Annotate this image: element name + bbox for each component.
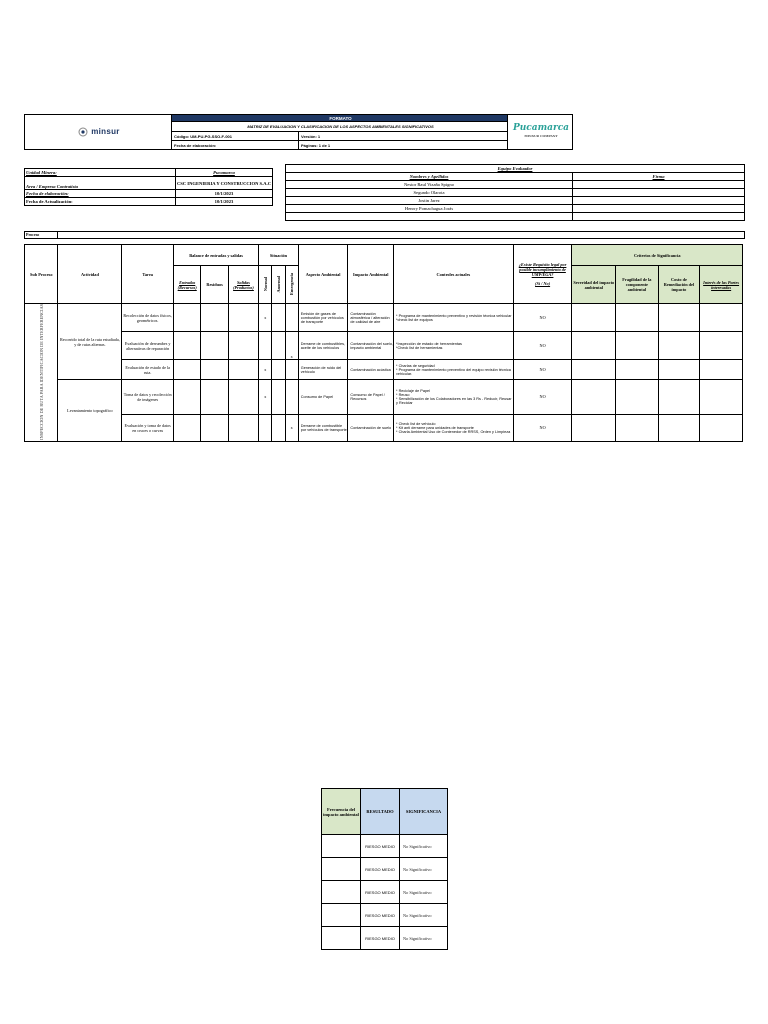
col-result: RESULTADO [361, 789, 400, 835]
impact-cell: Contaminación acústica [348, 360, 394, 380]
significance-cell: No Significativo [400, 927, 448, 950]
emergency-mark: x [285, 414, 298, 441]
table-row [25, 332, 743, 360]
legal-requirement-sub: (Si / No) [535, 281, 551, 286]
pucamarca-logo-text: Pucamarca [512, 123, 570, 133]
col-outputs: Salidas (Productos) [228, 266, 258, 304]
table-row [322, 835, 448, 858]
col-frequency: Frecuencia del impacto ambiental [322, 789, 361, 835]
table-row [25, 360, 743, 380]
document-title: MATRIZ DE EVALUACION Y CLASIFICACION DE LOS ASPECTOS AMBIENTALES SIGNIFICATIVOS [172, 122, 508, 132]
normal-mark: x [259, 304, 272, 332]
col-stakeholder-interest: Interés de las Partes interesadas [700, 266, 743, 304]
minsur-logo-icon [78, 127, 88, 137]
team-member: Jostin Jarez [286, 197, 573, 205]
controls-cell: * Charlas de seguridad * Programa de mantenimiento preventivo del equipo revisión técnica vehicular. [394, 360, 514, 380]
col-inputs: Entradas (Recursos) [174, 266, 201, 304]
result-cell: RIESGO MEDIO [361, 858, 400, 881]
process-row [24, 231, 745, 239]
signature-cell [573, 213, 745, 221]
col-emergency-label: Emergencia [289, 273, 295, 295]
aspect-cell: Emisión de gases de combustión por vehículos de transporte [298, 304, 348, 332]
col-normal-label: Normal [262, 276, 268, 292]
col-significance: SIGNIFICANCIA [400, 789, 448, 835]
legal-requirement-cell: NO [513, 332, 572, 360]
team-member: Segundo Olarota [286, 189, 573, 197]
col-impact: Impacto Ambiental [348, 245, 394, 304]
task-cell: Toma de datos y recolección de imágenes [122, 380, 174, 415]
col-waste: Residuos [201, 266, 228, 304]
signature-cell [573, 205, 745, 213]
document-pages: Páginas: 1 de 1 [299, 141, 508, 150]
pucamarca-logo-cell [508, 115, 573, 150]
aspect-cell: Generación de ruido del vehículo [298, 360, 348, 380]
col-controls: Controles actuales [394, 245, 514, 304]
team-member [286, 213, 573, 221]
minsur-logo-text: minsur [91, 127, 120, 136]
impact-cell: Consumo de Papel / Recursos [348, 380, 394, 415]
legal-requirement-cell: NO [513, 414, 572, 441]
team-title: Equipo Evaluador [286, 165, 745, 173]
table-row [25, 414, 743, 441]
update-date-value: 10/1/2023 [176, 198, 273, 206]
task-cell: Recolección de datos físicos, geométricos. [122, 304, 174, 332]
team-col-sign: Firma [573, 173, 745, 181]
col-significance-criteria: Criterios de Significancia [572, 245, 743, 266]
normal-mark: x [259, 360, 272, 380]
aspects-matrix [24, 244, 743, 442]
col-severity: Severidad del impacto ambiental [572, 266, 616, 304]
aspect-cell: Consumo de Papel [298, 380, 348, 415]
pucamarca-logo-subtext: MINSUR COMPANY [524, 134, 558, 138]
col-aspect: Aspecto Ambiental [298, 245, 348, 304]
sub-process-cell [25, 304, 58, 442]
elaboration-date-value: 10/1/2023 [176, 190, 273, 198]
significance-cell: No Significativo [400, 835, 448, 858]
controls-cell: * Reciclaje de Papel * Reuso * Sensibilización de los Colaboradores en las 3 Rs - Reducir, Reusar y Reciclar [394, 380, 514, 415]
minsur-logo-cell [25, 115, 172, 150]
controls-cell: * Programa de mantenimiento preventivo y revisión técnica vehicular *check list de equipos [394, 304, 514, 332]
minsur-logo [78, 127, 119, 137]
legal-requirement-cell: NO [513, 380, 572, 415]
col-cost: Costo de Remediación del impacto [658, 266, 700, 304]
impact-cell: Contaminación del suelo, impacto ambiental [348, 332, 394, 360]
col-balance: Balance de entradas y salidas [174, 245, 259, 266]
task-cell: Evaluación de derrumbes y alternativas de reparación [122, 332, 174, 360]
table-row [322, 858, 448, 881]
legal-requirement-cell: NO [513, 304, 572, 332]
controls-cell: * Check list de vehículo * Kit anti derrame para unidades de transporte * Charla Ambiental Uso de Contenedor de RRSS, Orden y Limpieza [394, 414, 514, 441]
controls-cell: *Inspección de estado de herramientas *Check list de herramientas [394, 332, 514, 360]
col-activity: Actividad [58, 245, 122, 304]
process-label: Proceso [25, 232, 58, 238]
update-date-label: Fecha de Actualización: [25, 198, 176, 206]
result-cell: RIESGO MEDIO [361, 904, 400, 927]
team-member: Henrry Pomachagua Jorás [286, 205, 573, 213]
table-row [322, 904, 448, 927]
table-row [25, 380, 743, 415]
col-sub-process: Sub Proceso [25, 245, 58, 304]
impact-cell: Contaminación atmosférica / alteración de calidad de aire [348, 304, 394, 332]
col-emergency [285, 266, 298, 304]
area-value: CSC INGENIERIA Y CONSTRUCCION S.A.C [176, 177, 273, 190]
unit-label: Unidad Minera: [25, 169, 176, 177]
activity-cell: Levantamiento topográfico [58, 380, 122, 442]
legal-requirement-title: ¿Existe Requisito legal por posible incumplimiento de UMP/EGA? [518, 262, 567, 277]
col-abnormal [272, 266, 285, 304]
col-normal [259, 266, 272, 304]
team-col-name: Nombres y Apellidos [286, 173, 573, 181]
emergency-mark: x [285, 332, 298, 360]
table-row [25, 304, 743, 332]
results-table [321, 788, 448, 950]
format-header [24, 114, 573, 150]
normal-mark: x [259, 380, 272, 415]
evaluation-team [285, 164, 745, 221]
col-situation: Situación [259, 245, 299, 266]
impact-cell: Contaminación de suelo [348, 414, 394, 441]
pucamarca-logo [513, 124, 569, 140]
area-label: Area / Empresa Contratista [25, 177, 176, 190]
signature-cell [573, 181, 745, 189]
document-code: Código: UM-PU-PG-SSO-F-001 [172, 132, 299, 141]
unit-value: Pucamarca [176, 169, 273, 177]
activity-cell: Recorrido total de la ruta estudiada, y de rutas alternas. [58, 304, 122, 380]
format-banner: FORMATO [172, 115, 508, 122]
unit-info [24, 168, 273, 206]
signature-cell [573, 189, 745, 197]
result-cell: RIESGO MEDIO [361, 835, 400, 858]
team-member: Nestor Raul Vizaña Spigno [286, 181, 573, 189]
legal-requirement-cell: NO [513, 360, 572, 380]
col-task: Tarea [122, 245, 174, 304]
signature-cell [573, 197, 745, 205]
col-abnormal-label: Anormal [275, 275, 281, 293]
result-cell: RIESGO MEDIO [361, 927, 400, 950]
document-date-label: Fecha de elaboración: [172, 141, 299, 150]
col-fragility: Fragilidad de la componente ambiental [616, 266, 659, 304]
significance-cell: No Significativo [400, 904, 448, 927]
sub-process-text: INSPECCION DE RUTA PARA IDENTIFICACION DE INTERFERENCIAS [38, 304, 44, 440]
task-cell: Evaluación y toma de datos en cruces o curvas [122, 414, 174, 441]
significance-cell: No Significativo [400, 881, 448, 904]
task-cell: Evaluación de estado de la ruta. [122, 360, 174, 380]
significance-cell: No Significativo [400, 858, 448, 881]
table-row [322, 927, 448, 950]
result-cell: RIESGO MEDIO [361, 881, 400, 904]
document-version: Versión: 1 [299, 132, 508, 141]
elaboration-date-label: Fecha de elaboración: [25, 190, 176, 198]
col-legal-requirement [513, 245, 572, 304]
aspect-cell: Derrame de combustible por vehículos de transporte [298, 414, 348, 441]
aspect-cell: Derrame de combustibles, aceite de los vehículos [298, 332, 348, 360]
table-row [322, 881, 448, 904]
